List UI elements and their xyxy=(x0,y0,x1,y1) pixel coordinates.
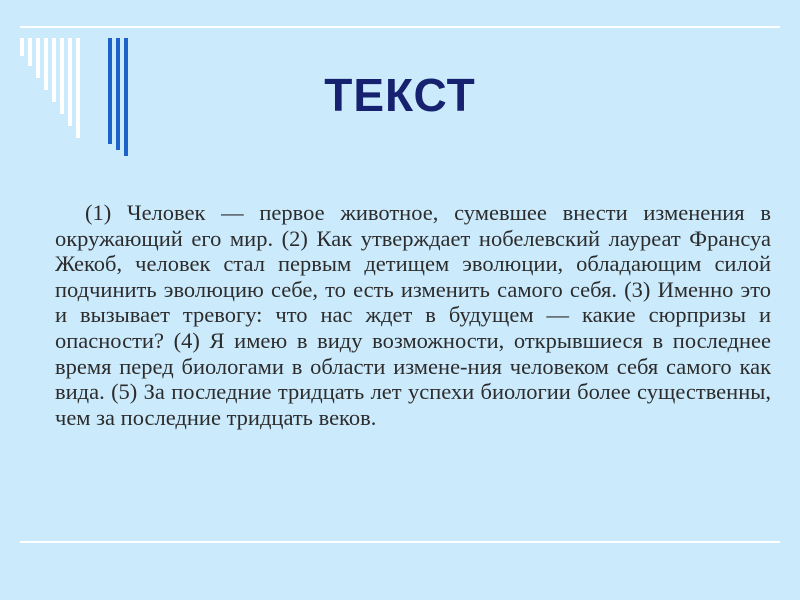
bottom-divider-line xyxy=(20,541,780,543)
slide-title: ТЕКСТ xyxy=(324,69,476,121)
slide-body-text: (1) Человек — первое животное, сумевшее внести изменения в окружающий его мир. (2) Как утверждает нобелевский лауреат Франсуа Жекоб, человек стал первым детищем эволюции, обладающим силой подчинить эволюцию себе, то есть изменить самого себя. (3) Именно это и вызывает тревогу: что нас ждет в будущем — какие сюрпризы и опасности? (4) Я имею в виду возможности, открывшиеся в последнее время перед биологами в области измене-ния человеком себя самого как вида. (5) За последние тридцать лет успехи биологии более существенны, чем за последние тридцать веков. xyxy=(55,200,771,430)
